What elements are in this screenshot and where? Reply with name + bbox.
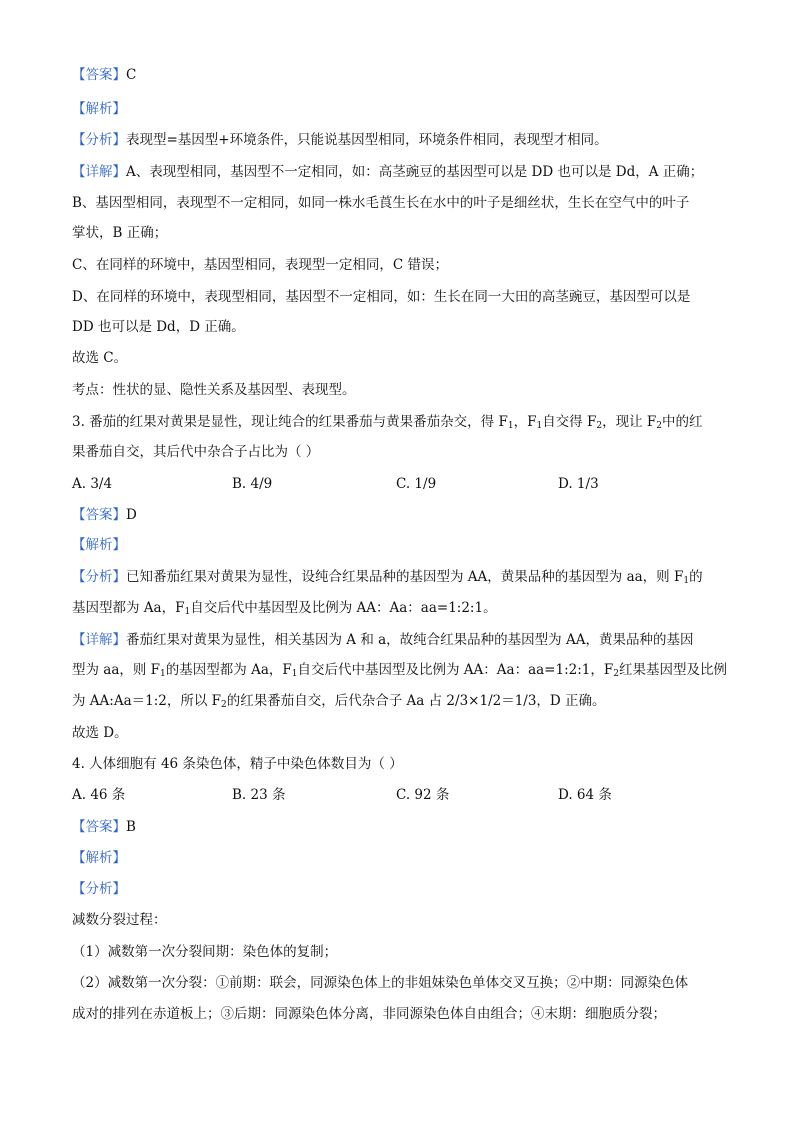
text-line: （2）减数第一次分裂：①前期：联会，同源染色体上的非姐妹染色单体交叉互换；②中期：同源染色体	[72, 975, 689, 991]
question-stem: 4. 人体细胞有 46 条染色体，精子中染色体数目为（ ）	[72, 756, 403, 772]
answer-tag: 【答案】	[72, 67, 126, 83]
question-stem-line2: 果番茄自交，其后代中杂合子占比为（ ）	[72, 444, 320, 460]
answer-line: 【答案】B	[72, 819, 136, 835]
conclusion-line: 故选 C。	[72, 350, 128, 366]
detail-paragraph: 【详解】番茄红果对黄果为显性，相关基因为 A 和 a，故纯合红果品种的基因型为 AA，黄果品种的基因	[72, 632, 694, 648]
text-line: B、基因型相同，表现型不一定相同，如同一株水毛莨生长在水中的叶子是细丝状，生长在空气中的叶子	[72, 195, 690, 211]
analysis-heading: 【解析】	[72, 101, 126, 117]
text-line: DD 也可以是 Dd，D 正确。	[72, 319, 245, 335]
text-line: （1）减数第一次分裂间期：染色体的复制；	[72, 944, 338, 960]
option-c: C. 92 条	[396, 787, 450, 803]
analysis-paragraph: 【分析】表现型=基因型+环境条件，只能说基因型相同，环境条件相同，表现型才相同。	[72, 132, 608, 148]
option-a: A. 46 条	[72, 787, 126, 803]
option-d: D. 1/3	[558, 476, 599, 492]
conclusion-line: 故选 D。	[72, 725, 128, 741]
text-line: 掌状，B 正确；	[72, 225, 168, 241]
text-line: 减数分裂过程：	[72, 912, 167, 928]
text-line: 型为 aa，则 $F_1$的基因型都为 Aa，$F_1$自交后代中基因型及比例为 AA：Aa：aa=1:2:1，$F_2$红果基因型及比例	[72, 662, 727, 679]
answer-line: 【答案】D	[72, 507, 137, 523]
answer-line	[72, 66, 136, 84]
detail-paragraph: 【详解】A、表现型相同，基因型不一定相同，如：高茎豌豆的基因型可以是 DD 也可以是 Dd，A 正确；	[72, 164, 704, 180]
option-b: B. 4/9	[232, 476, 273, 492]
question-stem: 3. 番茄的红果对黄果是显性，现让纯合的红果番茄与黄果番茄杂交，得 $F_1$，$F_1$自交得 $F_2$，现让 $F_2$中的红	[72, 414, 703, 431]
analysis-heading: 【解析】	[72, 850, 126, 866]
text-line: 基因型都为 Aa，$F_1$自交后代中基因型及比例为 AA：Aa：aa=1:2:1。	[72, 600, 497, 617]
analysis-heading: 【解析】	[72, 537, 126, 553]
text-line: 为 AA:Aa＝1:2，所以 $F_2$的红果番茄自交，后代杂合子 Aa 占 2/3×1/2＝1/3，D 正确。	[72, 693, 606, 710]
text-line: D、在同样的环境中，表现型相同，基因型不一定相同，如：生长在同一大田的高茎豌豆，基因型可以是	[72, 289, 691, 305]
analysis-paragraph: 【分析】已知番茄红果对黄果为显性，设纯合红果品种的基因型为 AA，黄果品种的基因型为 aa，则 $F_1$的	[72, 569, 703, 586]
text-line: 成对的排列在赤道板上；③后期：同源染色体分离，非同源染色体自由组合；④末期：细胞质分裂；	[72, 1006, 666, 1022]
option-b: B. 23 条	[232, 787, 286, 803]
text-line: C、在同样的环境中，基因型相同，表现型一定相同，C 错误；	[72, 257, 448, 273]
option-a: A. 3/4	[72, 476, 113, 492]
option-c: C. 1/9	[396, 476, 437, 492]
option-d: D. 64 条	[558, 787, 612, 803]
analysis-subheading: 【分析】	[72, 881, 126, 897]
answer-value: C	[126, 67, 137, 83]
test-point-line: 考点：性状的显、隐性关系及基因型、表现型。	[72, 382, 356, 398]
